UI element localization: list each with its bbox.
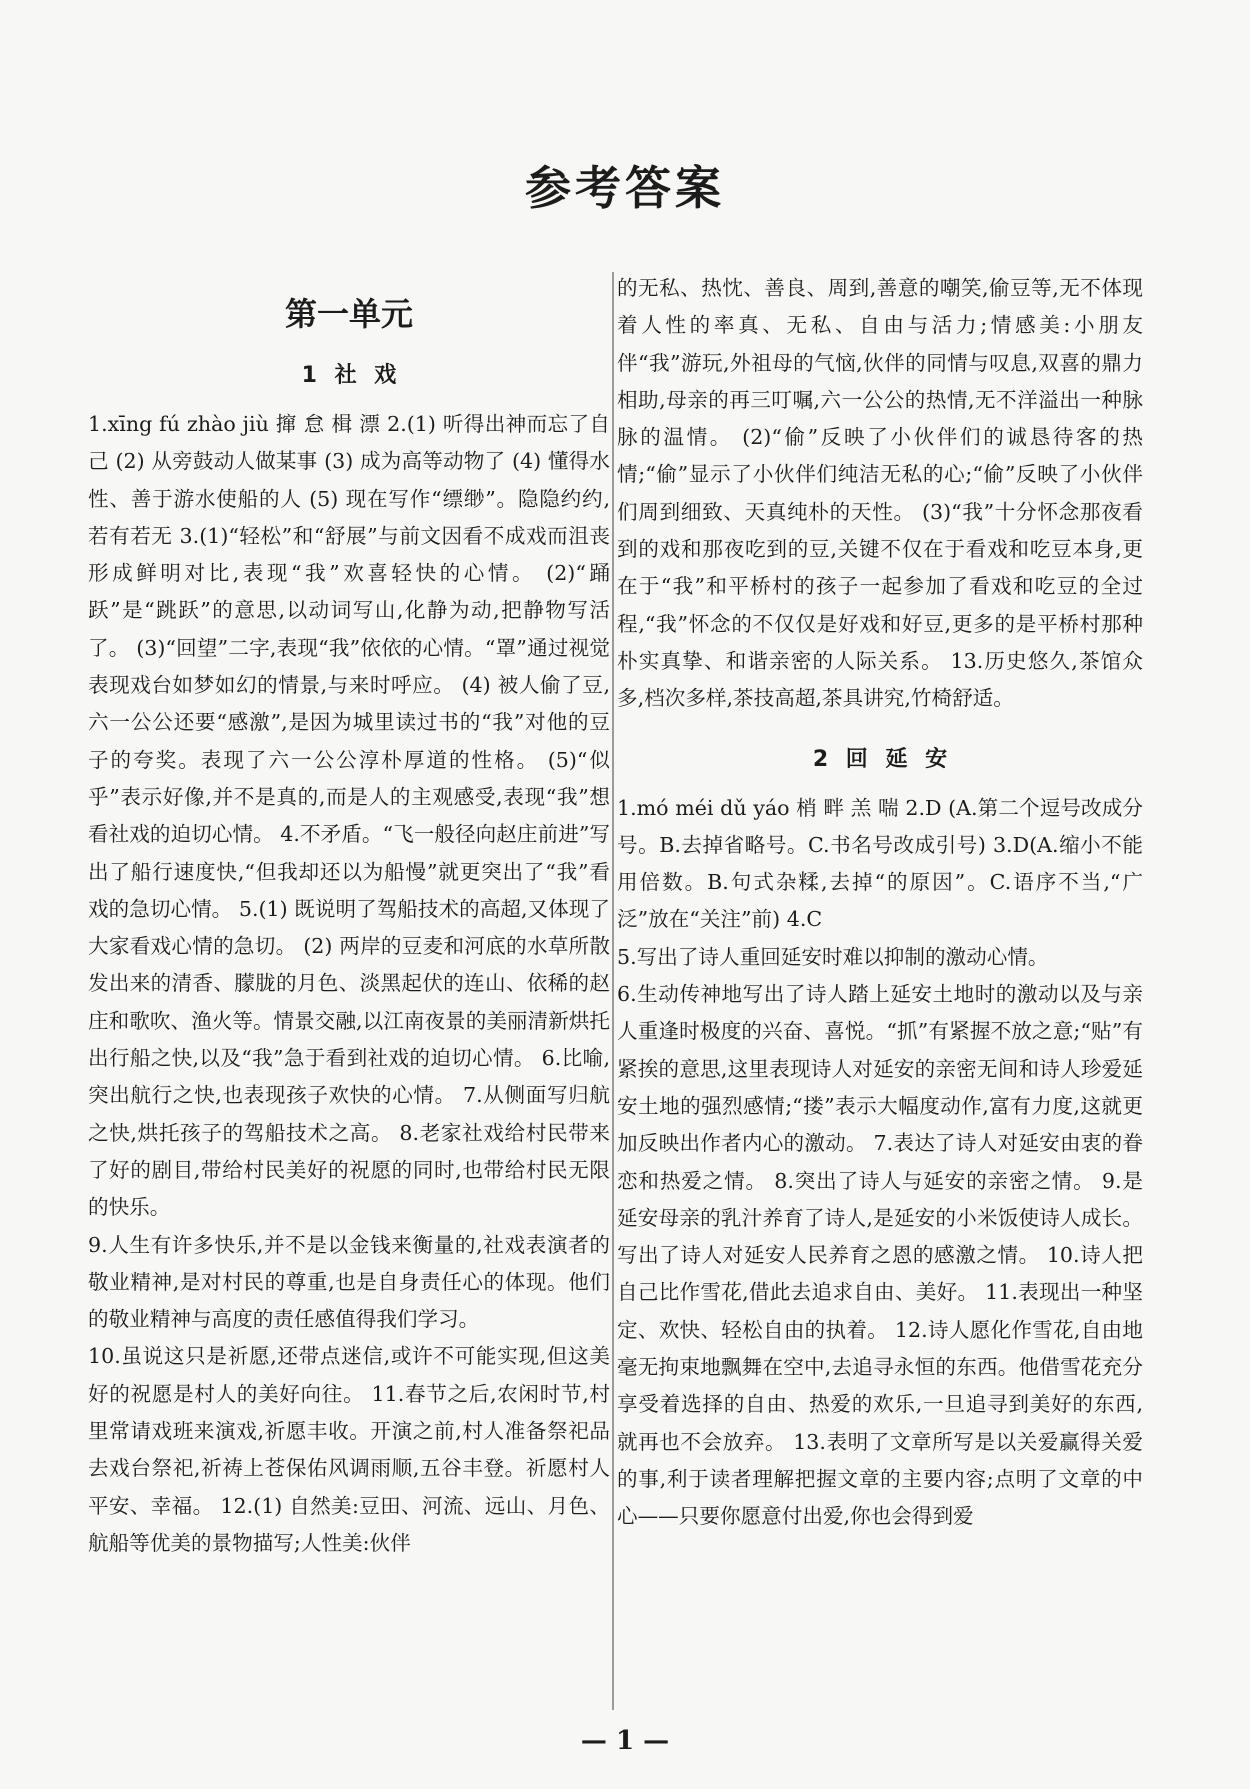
left-column	[88, 270, 610, 1562]
answer-paragraph: 5.写出了诗人重回延安时难以抑制的激动心情。	[617, 944, 1049, 969]
answer-paragraph: 10.虽说这只是祈愿,还带点迷信,或许不可能实现,但这美好的祝愿是村人的美好向往。 11.春节之后,农闲时节,村里常请戏班来演戏,祈愿丰收。开演之前,村人准备祭祀品去戏台祭祀,祈祷上苍保佑风调雨顺,五谷丰登。祈愿村人平安、幸福。 12.(1) 自然美:豆田、河流、远山、月色、航船等优美的景物描写;人性美:伙伴	[88, 1344, 610, 1555]
answer-paragraph: 1.mó méi dǔ yáo 梢 畔 羔 喘 2.D (A.第二个逗号改成分号。B.去掉省略号。C.书名号改成引号) 3.D(A.缩小不能用倍数。B.句式杂糅,去掉“的原因”。C.语序不当,“广泛”放在“关注”前) 4.C	[617, 795, 1143, 932]
answer-paragraph: 6.生动传神地写出了诗人踏上延安土地时的激动以及与亲人重逢时极度的兴奋、喜悦。“抓”有紧握不放之意;“贴”有紧挨的意思,这里表现诗人对延安的亲密无间和诗人珍爱延安土地的强烈感情;“搂”表示大幅度动作,富有力度,这就更加反映出作者内心的激动。 7.表达了诗人对延安由衷的眷恋和热爱之情。 8.突出了诗人与延安的亲密之情。 9.是延安母亲的乳汁养育了诗人,是延安的小米饭使诗人成长。写出了诗人对延安人民养育之恩的感激之情。 10.诗人把自己比作雪花,借此去追求自由、美好。 11.表现出一种坚定、欢快、轻松自由的执着。 12.诗人愿化作雪花,自由地毫无拘束地飘舞在空中,去追寻永恒的东西。他借雪花充分享受着选择的自由、热爱的欢乐,一旦追寻到美好的东西,就再也不会放弃。 13.表明了文章所写是以关爱赢得关爱的事,利于读者理解把握文章的主要内容;点明了文章的中心——只要你愿意付出爱,你也会得到爱	[617, 982, 1143, 1529]
answer-paragraph: 的无私、热忱、善良、周到,善意的嘲笑,偷豆等,无不体现着人性的率真、无私、自由与活力;情感美:小朋友伴“我”游玩,外祖母的气恼,伙伴的同情与叹息,双喜的鼎力相助,母亲的再三叮嘱,六一公公的热情,无不洋溢出一种脉脉的温情。 (2)“偷”反映了小伙伴们的诚恳待客的热情;“偷”显示了小伙伴们纯洁无私的心;“偷”反映了小伙伴们周到细致、天真纯朴的天性。 (3)“我”十分怀念那夜看到的戏和那夜吃到的豆,关键不仅在于看戏和吃豆本身,更在于“我”和平桥村的孩子一起参加了看戏和吃豆的全过程,“我”怀念的不仅仅是好戏和好豆,更多的是平桥村那种朴实真挚、和谐亲密的人际关系。 13.历史悠久,茶馆众多,档次多样,茶技高超,茶具讲究,竹椅舒适。	[617, 276, 1143, 711]
page-number: — 1 —	[580, 1726, 670, 1756]
answer-paragraph: 9.人生有许多快乐,并不是以金钱来衡量的,社戏表演者的敬业精神,是对村民的尊重,也是自身责任心的体现。他们的敬业精神与高度的责任感值得我们学习。	[88, 1232, 610, 1332]
unit-title: 第一单元	[284, 295, 413, 333]
section-title-1: 1 社 戏	[301, 363, 397, 388]
right-column	[617, 270, 1143, 1536]
answer-paragraph: 1.xīng fú zhào jiù 撺 怠 楫 漂 2.(1) 听得出神而忘了自己 (2) 从旁鼓动人做某事 (3) 成为高等动物了 (4) 懂得水性、善于游水使船的人 (5) 现在写作“缥缈”。隐隐约约,若有若无 3.(1)“轻松”和“舒展”与前文因看不成戏而沮丧形成鲜明对比,表现“我”欢喜轻快的心情。 (2)“踊跃”是“跳跃”的意思,以动词写山,化静为动,把静物写活了。 (3)“回望”二字,表现“我”依依的心情。“罩”通过视觉表现戏台如梦如幻的情景,与来时呼应。 (4) 被人偷了豆,六一公公还要“感激”,是因为城里读过书的“我”对他的豆子的夸奖。表现了六一公公淳朴厚道的性格。 (5)“似乎”表示好像,并不是真的,而是人的主观感受,表现“我”想看社戏的迫切心情。 4.不矛盾。“飞一般径向赵庄前进”写出了船行速度快,“但我却还以为船慢”就更突出了“我”看戏的急切心情。 5.(1) 既说明了驾船技术的高超,又体现了大家看戏心情的急切。 (2) 两岸的豆麦和河底的水草所散发出来的清香、朦胧的月色、淡黑起伏的连山、依稀的赵庄和歌吹、渔火等。情景交融,以江南夜景的美丽清新烘托出行船之快,以及“我”急于看到社戏的迫切心情。 6.比喻,突出航行之快,也表现孩子欢快的心情。 7.从侧面写归航之快,烘托孩子的驾船技术之高。 8.老家社戏给村民带来了好的剧目,带给村民美好的祝愿的同时,也带给村民无限的快乐。	[88, 412, 610, 1220]
section-title-2: 2 回 延 安	[812, 746, 948, 772]
page-title: 参考答案	[525, 161, 725, 215]
column-divider	[612, 272, 614, 1710]
